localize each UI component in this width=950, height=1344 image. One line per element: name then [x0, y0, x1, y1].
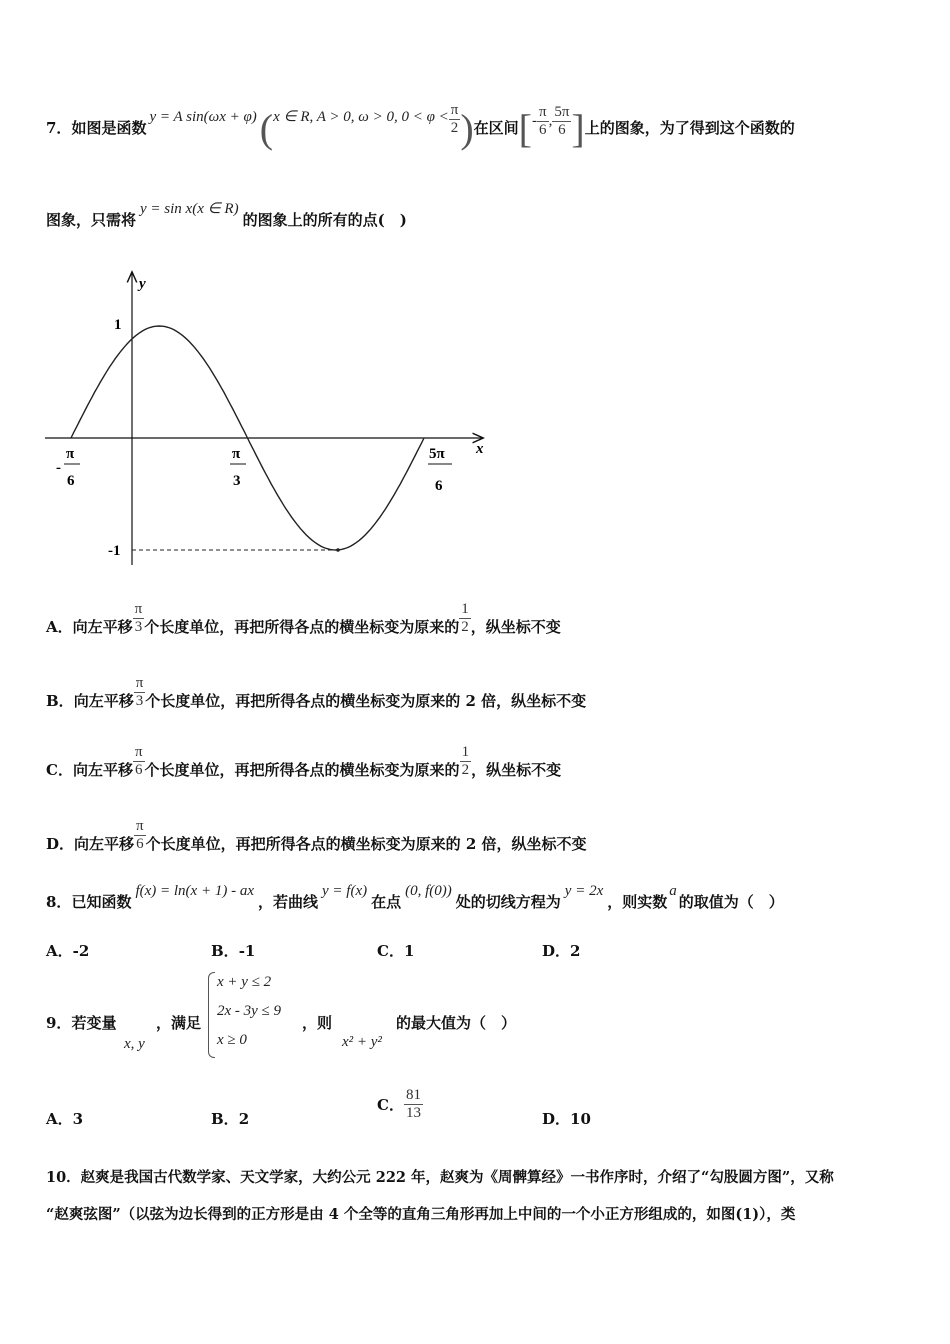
- q9-option-d[interactable]: D．10: [542, 1110, 591, 1128]
- q7-sine-function: y = sin x(x ∈ R): [140, 201, 239, 217]
- q7-option-b[interactable]: B．向左平移 $\frac{\pi}{3}$ 个长度单位，再把所得各点的横坐标变为原来的 2 倍，纵坐标不变: [46, 674, 587, 710]
- q9-vars: x, y: [124, 1036, 145, 1052]
- q7-option-a[interactable]: A．向左平移 $\frac{\pi}{3}$ 个长度单位，再把所得各点的横坐标变为原来的 $\frac{1}{2}$ ，纵坐标不变: [46, 600, 561, 636]
- q7-function: y = A sin(ωx + φ): [149, 109, 257, 125]
- q9-stem-suffix: 的最大值为（ ）: [396, 1014, 517, 1032]
- q7-interval-end: $\frac{5\pi}{6}$: [554, 103, 570, 138]
- q7-option-d[interactable]: D．向左平移 $\frac{\pi}{6}$ 个长度单位，再把所得各点的横坐标变为原来的 2 倍，纵坐标不变: [46, 817, 587, 853]
- x-tick-mid-den: 3: [233, 473, 241, 489]
- q9-stem-mid2: ，则: [302, 1014, 333, 1032]
- q10-line2: “赵爽弦图”（以弦为边长得到的正方形是由 4 个全等的直角三角形再加上中间的一个小正方形组成的，如图(1)），类: [46, 1206, 796, 1223]
- q7-phi-bound: $\frac{\pi}{2}$: [450, 101, 459, 136]
- q8-function: f(x) = ln(x + 1) - ax: [135, 883, 254, 899]
- q10-line1: 10．赵爽是我国古代数学家、天文学家，大约公元 222 年，赵爽为《周髀算经》一书作序时，介绍了“勾股圆方图”，又称: [46, 1169, 834, 1186]
- q8-option-c[interactable]: C．1: [377, 942, 415, 960]
- sine-graph: [40, 265, 500, 575]
- x-tick-left-den: 6: [67, 473, 75, 489]
- min-point: [336, 548, 340, 552]
- q8-option-b[interactable]: B．-1: [211, 942, 256, 960]
- q9-constraint-2: 2x - 3y ≤ 9: [217, 1003, 282, 1019]
- q7-interval-start: $\frac{\pi}{6}$: [539, 103, 547, 138]
- y-tick-neg1: -1: [108, 543, 121, 559]
- q9-stem-mid1: ，满足: [156, 1014, 202, 1032]
- q9-option-c[interactable]: C． $\frac{81}{13}$: [377, 1086, 421, 1121]
- y-tick-1: 1: [114, 317, 122, 333]
- x-tick-mid-num: π: [232, 446, 241, 462]
- y-axis-label: y: [139, 276, 146, 292]
- x-tick-right-den: 6: [435, 478, 443, 494]
- q9-option-a[interactable]: A．3: [46, 1110, 84, 1128]
- q7-line1: 7．如图是函数y = A sin(ωx + φ)(x ∈ R, A > 0, ω > 0, 0 < φ < $\frac{\pi}{2}$ )在区间[- $\frac{\pi}{6}$ , $\frac{5\pi}{6}$ ]上的图象，为了得到这个函数的: [46, 101, 795, 151]
- q8-option-a[interactable]: A．-2: [46, 942, 90, 960]
- q7-option-c[interactable]: C．向左平移 $\frac{\pi}{6}$ 个长度单位，再把所得各点的横坐标变为原来的 $\frac{1}{2}$ ，纵坐标不变: [46, 743, 562, 779]
- q7-line2: 图象，只需将y = sin x(x ∈ R)的图象上的所有的点( ): [46, 201, 407, 229]
- x-tick-right-num: 5π: [429, 446, 445, 462]
- q9-option-b[interactable]: B．2: [211, 1110, 250, 1128]
- q8-stem: 8．已知函数f(x) = ln(x + 1) - ax，若曲线y = f(x)在点(0, f(0))处的切线方程为y = 2x，则实数a的取值为（ ）: [46, 883, 784, 911]
- x-tick-left-num: π: [66, 446, 75, 462]
- q8-option-d[interactable]: D．2: [542, 942, 581, 960]
- q9-constraint-3: x ≥ 0: [217, 1032, 247, 1048]
- q9-expression: x² + y²: [342, 1034, 382, 1050]
- x-axis-label: x: [476, 441, 484, 457]
- q9-constraint-brace: [208, 972, 215, 1058]
- q9-constraint-1: x + y ≤ 2: [217, 974, 272, 990]
- q7-condition: x ∈ R, A > 0, ω > 0, 0 < φ <: [273, 109, 449, 125]
- x-tick-left-sign: -: [56, 460, 61, 476]
- q9-stem-prefix: 9．若变量: [46, 1014, 117, 1032]
